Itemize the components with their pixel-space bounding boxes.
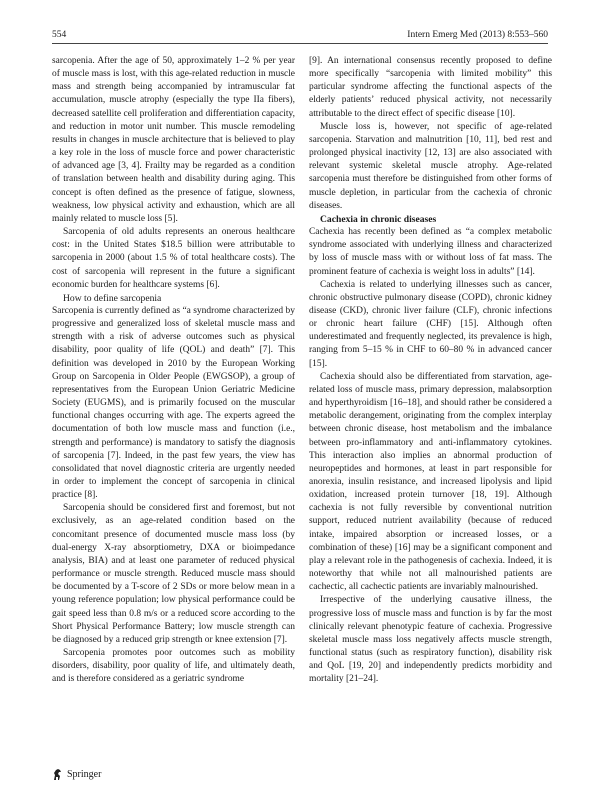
paragraph: Sarcopenia of old adults represents an onerous healthcare cost: in the United States $18.5 billion were attributable to sarcopenia in 2000 (about 1.5 % of total healthcare costs). The cost of sarcopenia will represent in the future a significant economic burden for healthcare systems [6].	[52, 227, 295, 290]
paragraph: Sarcopenia promotes poor outcomes such as mobility disorders, disability, poor quality of life, and ultimately death, and is therefore considered as a geriatric syndrome	[52, 648, 295, 685]
paragraph: Cachexia should also be differentiated from starvation, age-related loss of muscle mass, primary depression, malabsorption and hyperthyroidism [16–18], and should rather be considered a metabolic derangement, originating from the complex interplay between chronic disease, host metabolism and the imbalance between pro-inflammatory and anti-inflammatory cytokines. This interaction also implies an abnormal production of neuropeptides and hormones, at least in part responsible for anorexia, insulin resistance, and increased lipolysis and lipid oxidation, increased protein turnover [18, 19]. Although cachexia is not fully reversible by conventional nutrition support, reduced nutrient availability (because of reduced intake, impaired absorption or increased losses, or a combination of these) [16] may be a significant component and play a relevant role in the pathogenesis of cachexia. Indeed, it is noteworthy that while not all malnourished patients are cachectic, all cachectic patients are invariably malnourished.	[309, 371, 552, 593]
left-column	[52, 55, 295, 687]
publisher-name: Springer	[67, 769, 102, 780]
section-heading: How to define sarcopenia	[63, 292, 162, 304]
paragraph: sarcopenia. After the age of 50, approximately 1–2 % per year of muscle mass is lost, with this age-related reduction in muscle mass and strength being accompanied by intramuscular fat accumulation, muscle atrophy (especially the type IIa fibers), decreased satellite cell proliferation and differentiation capacity, and reduction in motor unit number. This muscle remodeling results in changes in muscle architecture that is believed to play a key role in the loss of muscle force and power characteristic of advanced age [3, 4]. Frailty may be regarded as a condition of translation between health and disability during aging. This concept is often defined as the presence of fatigue, slowness, weakness, low physical activity and exhaustion, which are all mainly related to muscle loss [5].	[52, 56, 295, 224]
paragraph: [9]. An international consensus recently proposed to define more specifically “sarcopenia with limited mobility” this particular syndrome affecting the functional aspects of the elderly patients’ reduced physical activity, not necessarily attributable to the direct effect of specific disease [10].	[309, 56, 552, 119]
paragraph: Cachexia is related to underlying illnesses such as cancer, chronic obstructive pulmonary disease (COPD), chronic kidney disease (CKD), chronic liver failure (CLF), chronic infections or chronic heart failure (CHF) [15]. Although often underestimated and frequently neglected, its prevalence is high, ranging from 5–15 % in CHF to 60–80 % in advanced cancer [15].	[309, 279, 552, 369]
paragraph: Sarcopenia is currently defined as “a syndrome characterized by progressive and generalized loss of skeletal muscle mass and strength with a risk of adverse outcomes such as physical disability, poor quality of life (QOL) and death” [7]. This definition was developed in 2010 by the European Working Group on Sarcopenia in Older People (EWGSOP), a group of representatives from the European Union Geriatric Medicine Society (EUGMS), and is primarily focused on the muscular functional changes occurring with age. The experts agreed the documentation of both low muscle mass and function (i.e., strength and performance) is mandatory to satisfy the diagnosis of sarcopenia [7]. Indeed, in the past few years, the view has consolidated that novel diagnostic criteria are urgently needed in order to implement the concept of sarcopenia in clinical practice [8].	[52, 305, 295, 501]
journal-citation: Intern Emerg Med (2013) 8:553–560	[407, 30, 548, 40]
paragraph: Cachexia has recently been defined as “a complex metabolic syndrome associated with underlying illness and characterized by loss of muscle mass with or without loss of fat mass. The prominent feature of cachexia is weight loss in adults” [14].	[309, 227, 552, 277]
section-heading: Cachexia in chronic diseases	[320, 213, 437, 225]
springer-horse-icon	[52, 768, 63, 781]
paragraph: Muscle loss is, however, not specific of age-related sarcopenia. Starvation and malnutrition [10, 11], bed rest and prolonged physical inactivity [12, 13] are also associated with relevant systemic skeletal muscle atrophy. Age-related sarcopenia must therefore be distinguished from other forms of muscle depletion, in particular from the cachexia of chronic diseases.	[309, 121, 552, 211]
paragraph: Irrespective of the underlying causative illness, the progressive loss of muscle mass and function is by far the most clinically relevant phenotypic feature of cachexia. Progressive skeletal muscle mass loss negatively affects muscle strength, functional status (such as respiratory function), disability risk and QoL [19, 20] and independently predicts morbidity and mortality [21–24].	[309, 595, 552, 685]
paragraph: Sarcopenia should be considered first and foremost, but not exclusively, as an age-related condition based on the concomitant presence of documented muscle mass loss (by dual-energy X-ray absorptiometry, DXA or bioimpedance analysis, BIA) and at least one parameter of reduced physical performance or muscle strength. Reduced muscle mass should be documented by a T-score of 2 SDs or more below mean in a young reference population; low physical performance could be gait speed less than 0.8 m/s or a reduced score according to the Short Physical Performance Battery; low muscle strength can be diagnosed by a reduced grip strength or knee extension [7].	[52, 503, 295, 645]
running-header	[52, 30, 548, 44]
publisher-footer	[52, 768, 101, 781]
right-column	[309, 55, 552, 687]
page-number: 554	[52, 30, 67, 40]
